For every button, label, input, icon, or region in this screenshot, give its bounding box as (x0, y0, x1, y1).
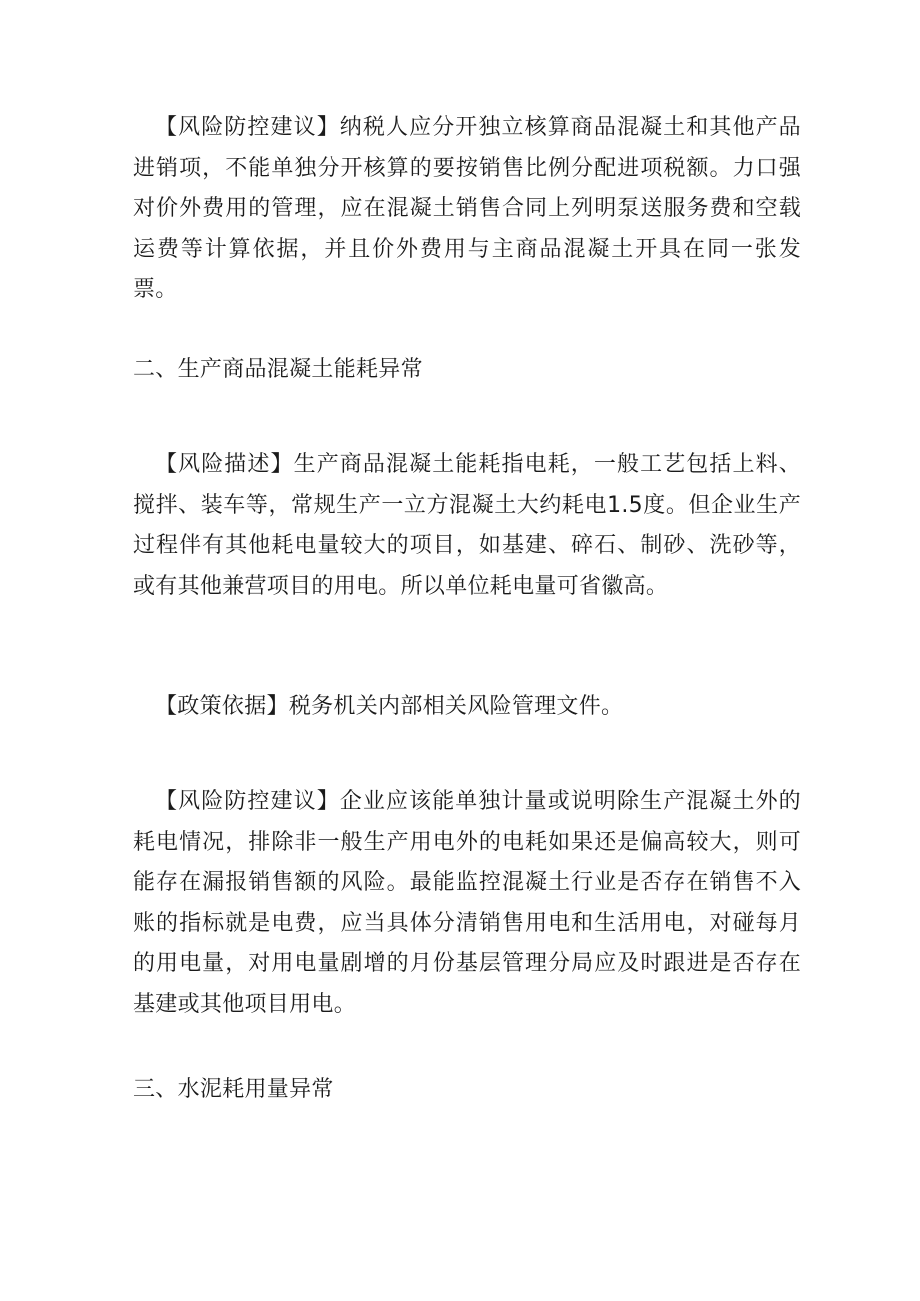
paragraph-risk-control-advice-2 (133, 782, 801, 1025)
paragraph-text: 税务机关内部相关风险管理文件。 (288, 694, 624, 719)
paragraph-text: 企业应该能单独计量或说明除生产混凝土外的耗电情况，排除非一般生产用电外的电耗如果还是偏高较大，则可能存在漏报销售额的风险。最能监控混凝土行业是否存在销售不入账的指标就是电费，应当具体分清销售用电和生活用电，对碰每月的用电量，对用电量剧增的月份基层管理分局应及时跟进是否存在基建或其他项目用电。 (133, 789, 801, 1017)
section-tag: 【风险防控建议】 (155, 115, 340, 140)
section-tag: 【政策依据】 (155, 694, 289, 719)
section-tag: 【风险描述】 (155, 452, 294, 477)
section-heading-energy-consumption: 二、生产商品混凝土能耗异常 (133, 357, 423, 382)
paragraph-text: 纳税人应分开独立核算商品混凝土和其他产品进销项，不能单独分开核算的要按销售比例分配进项税额。力口强对价外费用的管理，应在混凝土销售合同上列明泵送服务费和空载运费等计算依据，并且价外费用与主商品混凝土开具在同一张发票。 (133, 115, 801, 302)
paragraph-risk-control-advice-1 (133, 108, 801, 311)
paragraph-text: 生产商品混凝土能耗指电耗，一般工艺包括上料、搅拌、装车等，常规生产一立方混凝土大约耗电1.5度。但企业生产过程伴有其他耗电量较大的项目，如基建、碎石、制砂、洗砂等，或有其他兼营项目的用电。所以单位耗电量可省徽高。 (133, 452, 801, 599)
paragraph-risk-description (133, 445, 801, 607)
section-tag: 【风险防控建议】 (155, 789, 340, 814)
paragraph-policy-basis (133, 687, 801, 728)
section-heading-cement-consumption: 三、水泥耗用量异常 (133, 1077, 334, 1102)
